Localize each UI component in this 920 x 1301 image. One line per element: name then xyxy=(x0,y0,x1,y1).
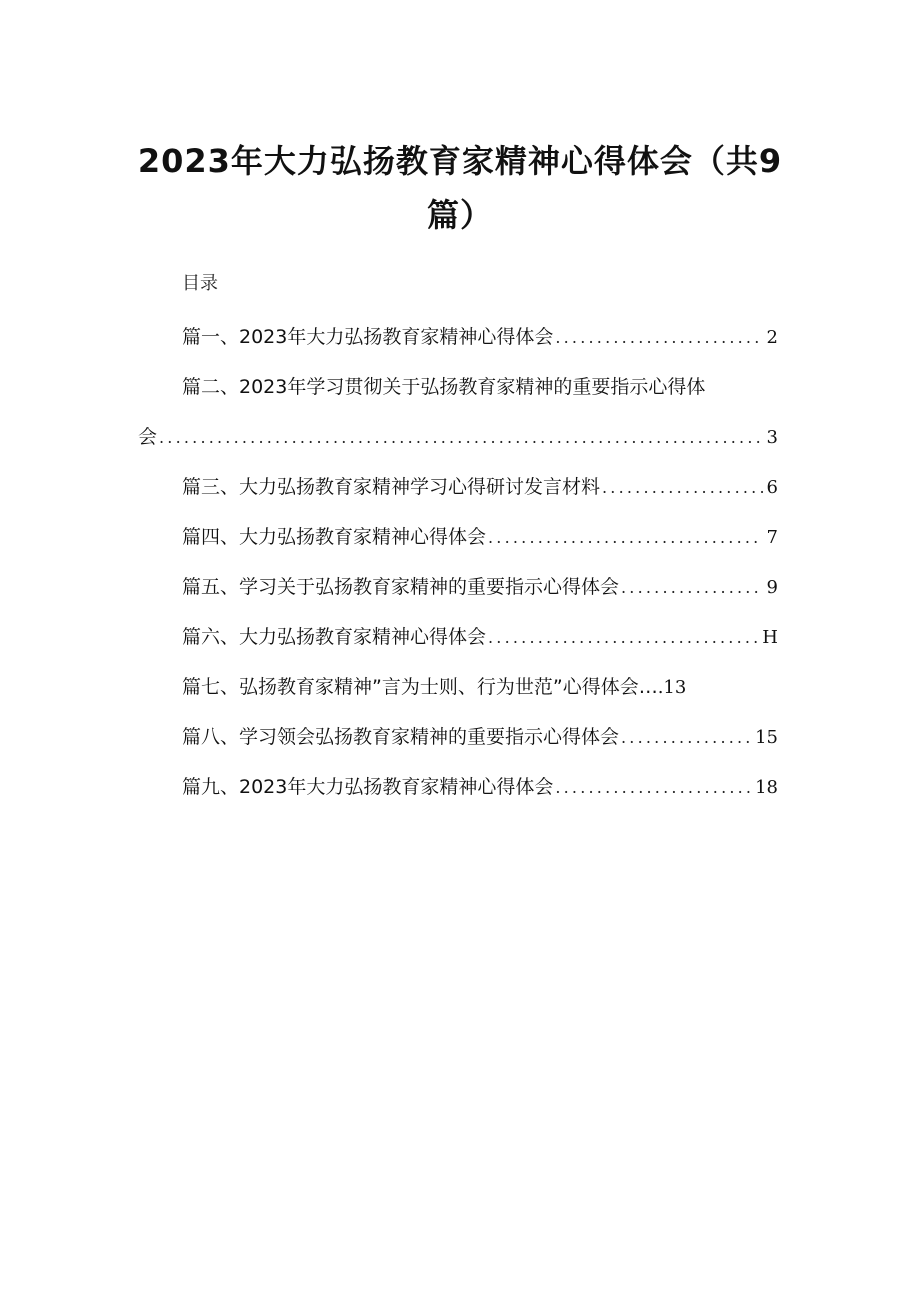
toc-entry-7[interactable] xyxy=(138,666,778,716)
toc-entry-label-line2: 会 xyxy=(138,426,158,448)
toc-page-number: 9 xyxy=(766,577,778,598)
toc-entry-9[interactable] xyxy=(138,766,778,816)
toc-entry-label: 篇四、大力弘扬教育家精神心得体会 xyxy=(182,526,487,548)
toc-entry-6[interactable] xyxy=(138,616,778,666)
dot-leader xyxy=(555,778,751,797)
toc-page-number: 18 xyxy=(755,777,778,798)
dot-leader xyxy=(159,428,763,447)
dot-leader xyxy=(602,478,763,497)
toc-page-number: 6 xyxy=(766,477,778,498)
toc-page-number: 15 xyxy=(755,727,778,748)
table-of-contents xyxy=(138,316,778,816)
toc-entry-label: 篇一、2023年大力弘扬教育家精神心得体会 xyxy=(182,326,554,348)
dot-leader xyxy=(621,728,751,747)
document-title: 2023年大力弘扬教育家精神心得体会（共9篇） xyxy=(137,142,783,234)
toc-page-number: .13 xyxy=(657,677,687,698)
toc-entry-label: 篇九、2023年大力弘扬教育家精神心得体会 xyxy=(182,776,554,798)
toc-entry-label: 篇三、大力弘扬教育家精神学习心得研讨发言材料 xyxy=(182,476,601,498)
toc-entry-label: 篇七、弘扬教育家精神”言为士则、行为世范”心得体会… xyxy=(182,676,658,698)
toc-entry-1[interactable] xyxy=(138,316,778,366)
toc-entry-4[interactable] xyxy=(138,516,778,566)
toc-entry-3[interactable] xyxy=(138,466,778,516)
toc-entry-2[interactable] xyxy=(138,366,778,466)
dot-leader xyxy=(555,328,762,347)
toc-entry-5[interactable] xyxy=(138,566,778,616)
toc-entry-label: 篇六、大力弘扬教育家精神心得体会 xyxy=(182,626,487,648)
toc-entry-label: 篇八、学习领会弘扬教育家精神的重要指示心得体会 xyxy=(182,726,620,748)
toc-entry-8[interactable] xyxy=(138,716,778,766)
dot-leader xyxy=(488,628,758,647)
toc-page-number: 2 xyxy=(766,327,778,348)
toc-page-number: H xyxy=(762,627,778,648)
toc-heading: 目录 xyxy=(182,273,218,294)
toc-entry-label: 篇五、学习关于弘扬教育家精神的重要指示心得体会 xyxy=(182,576,620,598)
dot-leader xyxy=(488,528,763,547)
toc-page-number: 3 xyxy=(766,427,778,448)
dot-leader xyxy=(621,578,763,597)
toc-entry-label-line1: 篇二、2023年学习贯彻关于弘扬教育家精神的重要指示心得体 xyxy=(182,376,706,398)
toc-page-number: 7 xyxy=(766,527,778,548)
